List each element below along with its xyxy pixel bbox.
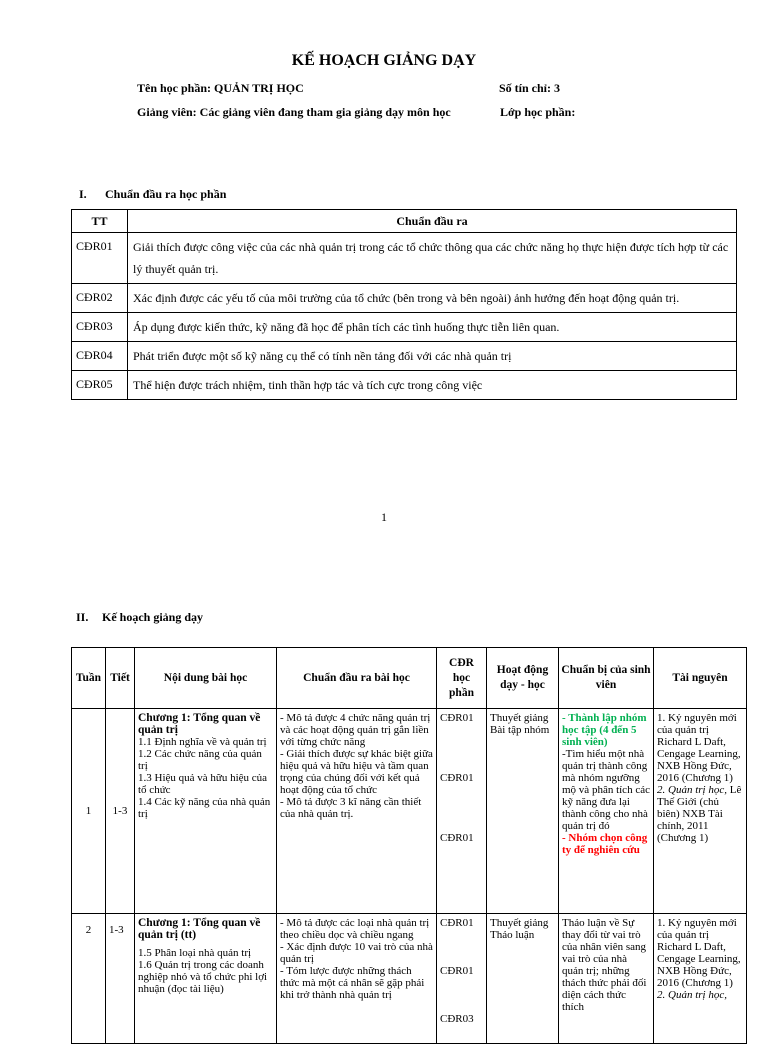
column-header-period: Tiết — [106, 648, 135, 709]
prep-group-formation: - Thành lập nhóm học tập (4 đến 5 sinh viên) — [562, 712, 647, 748]
section-2-title: Kế hoạch giảng dạy — [102, 610, 204, 624]
outcome-text: Xác định được các yếu tố của môi trường của tổ chức (bên trong và bên ngoài) ảnh hưởng đến hoạt động quản trị. — [128, 284, 737, 313]
outcome-text: Áp dụng được kiến thức, kỹ năng đã học để phân tích các tình huống thực tiễn liên quan. — [128, 313, 737, 342]
course-outcomes-cell — [437, 709, 487, 914]
resources-cell — [654, 709, 747, 914]
column-header-week: Tuần — [72, 648, 106, 709]
lesson-outcomes-cell — [277, 709, 437, 914]
outcome-text: Thể hiện được trách nhiệm, tinh thần hợp tác và tích cực trong công việc — [128, 371, 737, 400]
period-cell: 1-3 — [106, 914, 135, 1044]
learning-outcomes-table — [71, 209, 737, 400]
lesson-item: 1.1 Định nghĩa về và quản trị — [138, 736, 267, 748]
column-header-content: Nội dung bài học — [135, 648, 277, 709]
cdr-code: CĐR01 — [440, 772, 474, 784]
resource-detail: Lê Thế Giới (chủ biên) NXB Tài chính, 2011 (Chương 1) — [657, 784, 742, 844]
cdr-code: CĐR01 — [440, 712, 474, 724]
cdr-code: CĐR01 — [440, 965, 474, 977]
page-number: 1 — [381, 510, 387, 524]
resource-title: 2. Quản trị học, — [657, 784, 727, 796]
section-1-heading — [79, 187, 226, 202]
activity-cell: Thuyết giảng Bài tập nhóm — [487, 709, 559, 914]
section-2-number: II. — [76, 610, 89, 624]
table-row — [72, 342, 737, 371]
column-header-tt: TT — [72, 210, 128, 233]
table-header-row — [72, 648, 747, 709]
section-1-number: I. — [79, 187, 87, 201]
column-header-activity: Hoạt động dạy - học — [487, 648, 559, 709]
table-row — [72, 371, 737, 400]
lesson-outcome: - Xác định được 10 vai trò của nhà quản trị — [280, 941, 433, 965]
column-header-resources: Tài nguyên — [654, 648, 747, 709]
prep-company-choice: - Nhóm chọn công ty để nghiên cứu — [562, 832, 648, 856]
outcome-code: CĐR02 — [72, 284, 128, 313]
credit-count: Số tín chỉ: 3 — [499, 81, 561, 95]
cdr-code: CĐR01 — [440, 917, 474, 929]
table-row — [72, 914, 747, 1044]
column-header-lesson-outcomes: Chuẩn đầu ra bài học — [277, 648, 437, 709]
lesson-outcome: - Giải thích được sự khác biệt giữa hiệu quả và hữu hiệu và tầm quan trọng của chúng đối với kết quả hoạt động của tổ chức — [280, 748, 433, 796]
resource-item — [657, 784, 743, 844]
course-name: Tên học phần: QUẢN TRỊ HỌC — [137, 81, 304, 95]
activity-cell: Thuyết giảng Thảo luận — [487, 914, 559, 1044]
resource-item: 1. Kỷ nguyên mới của quản trị Richard L Daft, Cengage Learning, NXB Hồng Đức, 2016 (Chương 1) — [657, 917, 741, 989]
table-row — [72, 709, 747, 914]
table-header-row — [72, 210, 737, 233]
table-row — [72, 233, 737, 284]
class-section: Lớp học phần: — [500, 105, 576, 119]
resource-item: 1. Kỷ nguyên mới của quản trị Richard L Daft, Cengage Learning, NXB Hồng Đức, 2016 (Chương 1) — [657, 712, 741, 784]
lesson-outcomes-cell — [277, 914, 437, 1044]
lesson-item: 1.3 Hiệu quả và hữu hiệu của tổ chức — [138, 772, 268, 796]
section-2-heading — [76, 610, 203, 625]
lesson-item: 1.5 Phân loại nhà quản trị — [138, 947, 252, 959]
outcome-text: Giải thích được công việc của các nhà quản trị trong các tổ chức thông qua các chức năng họ thực hiện được tích hợp từ các lý thuyết quản trị. — [128, 233, 737, 284]
lesson-item: 1.2 Các chức năng của quản trị — [138, 748, 262, 772]
week-cell: 1 — [72, 709, 106, 914]
outcome-code: CĐR01 — [72, 233, 128, 284]
table-row — [72, 313, 737, 342]
document-title: KẾ HOẠCH GIẢNG DẠY — [291, 52, 477, 69]
student-prep-cell: Thảo luận về Sự thay đổi từ vai trò của nhân viên sang vai trò của nhà quản trị; những thách thức phải đối diện cách thức thích — [559, 914, 654, 1044]
outcome-code: CĐR04 — [72, 342, 128, 371]
lesson-outcome: - Mô tả được các loại nhà quản trị theo chiều dọc và chiều ngang — [280, 917, 430, 941]
table-row — [72, 284, 737, 313]
lesson-item: 1.6 Quản trị trong các doanh nghiệp nhỏ và tổ chức phi lợi nhuận (đọc tài liệu) — [138, 959, 268, 995]
week-cell: 2 — [72, 914, 106, 1044]
resource-title: 2. Quản trị học, — [657, 989, 727, 1001]
column-header-outcome: Chuẩn đầu ra — [128, 210, 737, 233]
chapter-title: Chương 1: Tổng quan về quản trị (tt) — [138, 917, 261, 941]
lesson-outcome: - Mô tả được 4 chức năng quản trị và các hoạt động quản trị gắn liền với từng chức năng — [280, 712, 431, 748]
column-header-course-outcomes: CĐR học phần — [437, 648, 487, 709]
teaching-plan-table — [71, 647, 747, 1044]
cdr-code: CĐR01 — [440, 832, 474, 844]
outcome-text: Phát triển được một số kỹ năng cụ thể có tính nền tảng đối với các nhà quản trị — [128, 342, 737, 371]
outcome-code: CĐR03 — [72, 313, 128, 342]
lecturer-line: Giảng viên: Các giảng viên đang tham gia giảng dạy môn học — [137, 105, 451, 119]
column-header-student-prep: Chuẩn bị của sinh viên — [559, 648, 654, 709]
content-cell — [135, 914, 277, 1044]
section-1-title: Chuẩn đầu ra học phần — [105, 187, 227, 201]
content-cell — [135, 709, 277, 914]
course-outcomes-cell — [437, 914, 487, 1044]
lesson-outcome: - Tóm lược được những thách thức mà một cá nhân sẽ gặp phải khi trở thành nhà quản trị — [280, 965, 425, 1001]
period-cell: 1-3 — [106, 709, 135, 914]
student-prep-cell — [559, 709, 654, 914]
chapter-title: Chương 1: Tổng quan về quản trị — [138, 712, 261, 736]
cdr-code: CĐR03 — [440, 1013, 474, 1025]
resources-cell — [654, 914, 747, 1044]
outcome-code: CĐR05 — [72, 371, 128, 400]
lesson-outcome: - Mô tả được 3 kĩ năng cần thiết của nhà quản trị. — [280, 796, 422, 820]
prep-task: -Tìm hiểu một nhà quản trị thành công mà nhóm ngưỡng mộ và phân tích các kỹ năng đưa lại thành công cho nhà quản trị đó — [562, 748, 650, 832]
lesson-item: 1.4 Các kỹ năng của nhà quản trị — [138, 796, 271, 820]
